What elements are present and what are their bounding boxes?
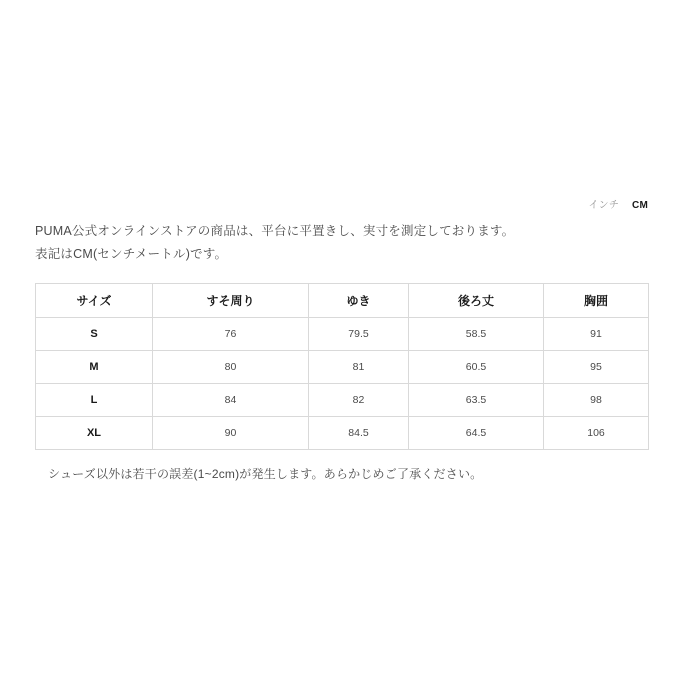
measure-cell: 64.5 <box>409 417 544 450</box>
unit-toggle <box>588 196 648 211</box>
measure-cell: 98 <box>544 384 649 417</box>
column-header-yuki: ゆき <box>309 284 409 318</box>
measure-cell: 82 <box>309 384 409 417</box>
measure-cell: 106 <box>544 417 649 450</box>
measure-cell: 58.5 <box>409 318 544 351</box>
measure-cell: 63.5 <box>409 384 544 417</box>
measure-cell: 84 <box>153 384 309 417</box>
size-label-cell: S <box>36 318 153 351</box>
measurement-note <box>35 220 635 266</box>
measure-cell: 81 <box>309 351 409 384</box>
measure-cell: 76 <box>153 318 309 351</box>
measure-cell: 90 <box>153 417 309 450</box>
measure-cell: 79.5 <box>309 318 409 351</box>
measure-cell: 91 <box>544 318 649 351</box>
size-label-cell: XL <box>36 417 153 450</box>
tolerance-footnote: シューズ以外は若干の誤差(1~2cm)が発生します。あらかじめご了承ください。 <box>48 467 483 481</box>
measure-cell: 95 <box>544 351 649 384</box>
measure-cell: 84.5 <box>309 417 409 450</box>
measurement-note-line2: 表記はCM(センチメートル)です。 <box>35 247 228 261</box>
size-chart-table-container <box>35 283 648 450</box>
measure-cell: 80 <box>153 351 309 384</box>
unit-option-cm[interactable]: CM <box>632 200 648 211</box>
column-header-back: 後ろ丈 <box>409 284 544 318</box>
unit-option-inch[interactable]: インチ <box>588 200 620 211</box>
size-chart-table <box>35 283 649 450</box>
measurement-note-line1: PUMA公式オンラインストアの商品は、平台に平置きし、実寸を測定しております。 <box>35 224 515 238</box>
measure-cell: 60.5 <box>409 351 544 384</box>
table-header-row <box>36 284 649 318</box>
table-row <box>36 318 649 351</box>
column-header-size: サイズ <box>36 284 153 318</box>
column-header-chest: 胸囲 <box>544 284 649 318</box>
table-row <box>36 351 649 384</box>
table-row <box>36 417 649 450</box>
table-row <box>36 384 649 417</box>
size-label-cell: M <box>36 351 153 384</box>
size-label-cell: L <box>36 384 153 417</box>
column-header-hem: すそ周り <box>153 284 309 318</box>
